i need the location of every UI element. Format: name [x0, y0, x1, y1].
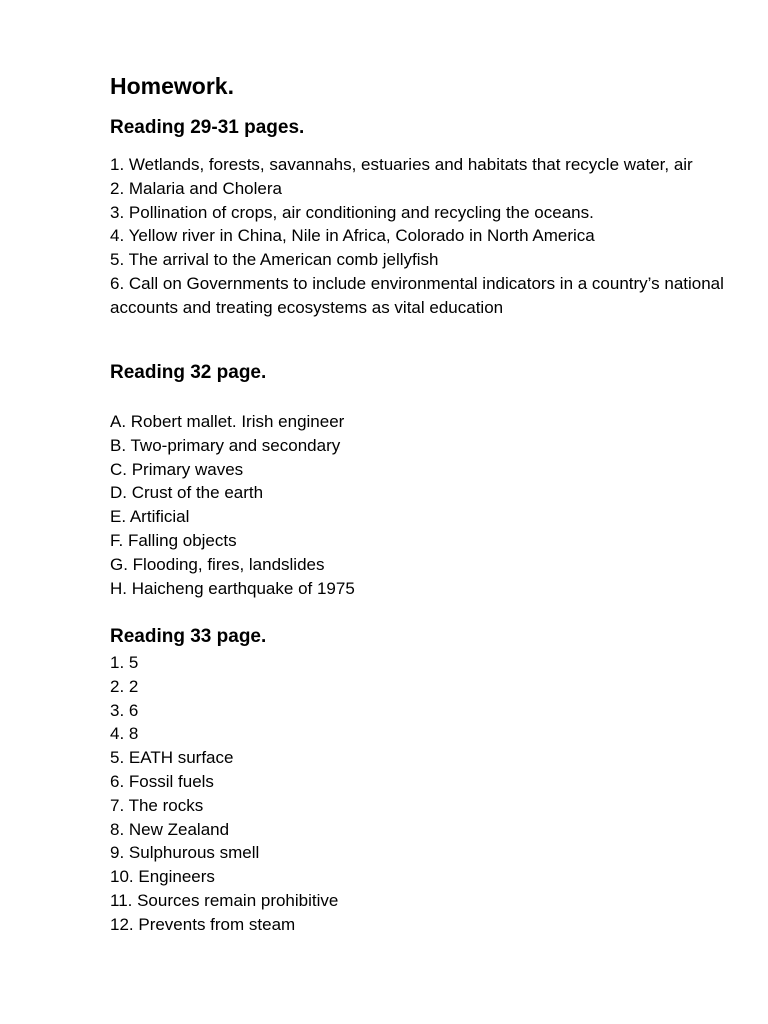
list-item: 6. Fossil fuels — [110, 771, 214, 791]
list-item: E. Artificial — [110, 507, 190, 527]
list-item: H. Haicheng earthquake of 1975 — [110, 578, 355, 598]
list-item: 1. Wetlands, forests, savannahs, estuaries and habitats that recycle water, air — [110, 155, 693, 174]
section-heading-reading-33: Reading 33 page. — [110, 626, 267, 647]
list-item: 1. 5 — [110, 653, 139, 672]
list-item: 10. Engineers — [110, 867, 215, 887]
answers-list-reading-33 — [110, 651, 750, 937]
list-item: 2. 2 — [110, 676, 139, 696]
list-item: 3. 6 — [110, 700, 139, 720]
list-item: C. Primary waves — [110, 459, 244, 479]
page-title: Homework. — [110, 73, 234, 99]
list-item: 6. Call on Governments to include environmental indicators in a country’s national accounts and treating ecosystems as vital education — [110, 273, 724, 317]
section-heading-reading-32: Reading 32 page. — [110, 362, 267, 383]
section-heading-reading-29-31: Reading 29-31 pages. — [110, 117, 305, 138]
list-item: 7. The rocks — [110, 795, 204, 815]
list-item: 8. New Zealand — [110, 819, 230, 839]
list-item: B. Two-primary and secondary — [110, 435, 341, 455]
list-item: 11. Sources remain prohibitive — [110, 890, 339, 910]
list-item: G. Flooding, fires, landslides — [110, 554, 325, 574]
list-item: F. Falling objects — [110, 530, 237, 550]
list-item: 3. Pollination of crops, air conditioning and recycling the oceans. — [110, 202, 594, 222]
answers-list-reading-32 — [110, 410, 750, 600]
list-item: D. Crust of the earth — [110, 483, 264, 503]
list-item: A. Robert mallet. Irish engineer — [110, 412, 345, 431]
list-item: 4. Yellow river in China, Nile in Africa, Colorado in North America — [110, 226, 595, 246]
list-item: 12. Prevents from steam — [110, 914, 296, 934]
list-item: 9. Sulphurous smell — [110, 843, 260, 863]
list-item: 4. 8 — [110, 724, 139, 744]
list-item: 2. Malaria and Cholera — [110, 178, 282, 198]
list-item: 5. The arrival to the American comb jellyfish — [110, 250, 439, 270]
list-item: 5. EATH surface — [110, 748, 234, 768]
answers-list-reading-29-31 — [110, 153, 750, 320]
